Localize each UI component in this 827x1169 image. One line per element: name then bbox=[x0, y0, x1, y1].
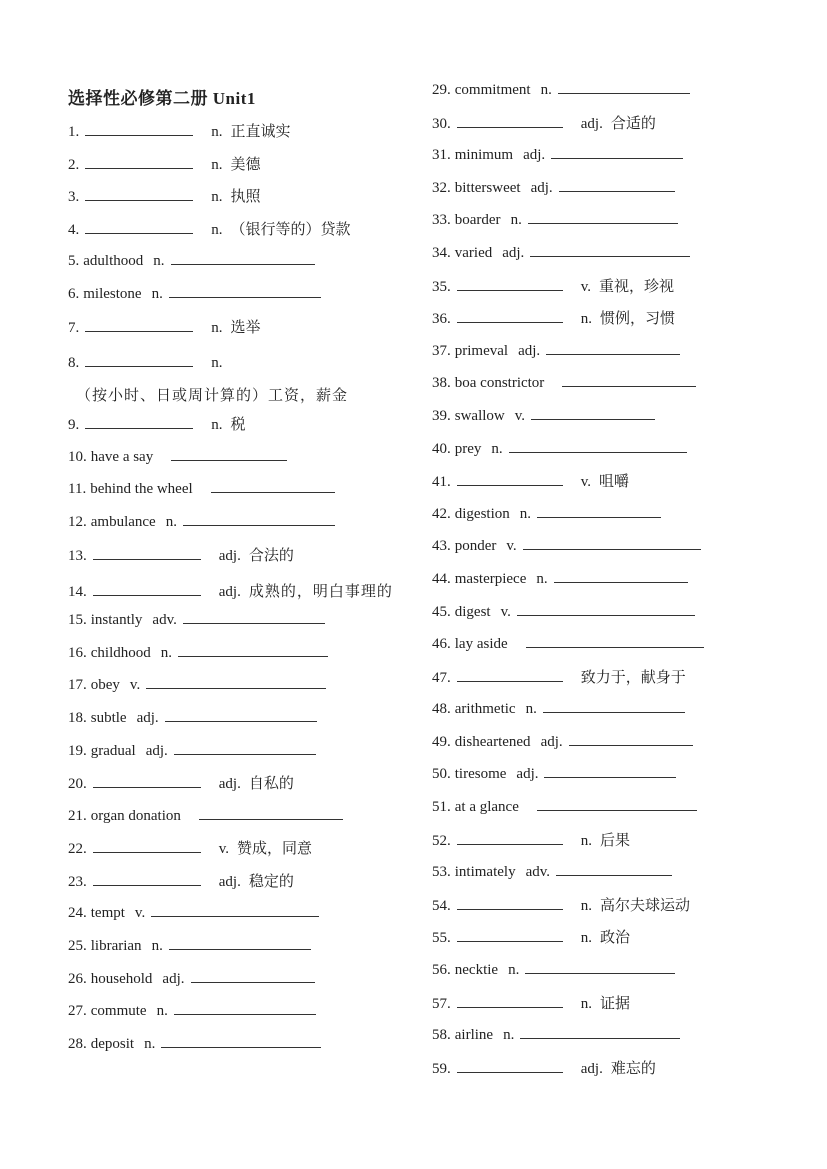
part-of-speech: n. bbox=[508, 962, 520, 979]
answer-blank[interactable] bbox=[457, 895, 563, 910]
chinese-meaning: 美德 bbox=[230, 154, 261, 173]
part-of-speech: n. bbox=[536, 570, 548, 587]
answer-blank[interactable] bbox=[85, 186, 193, 201]
answer-blank[interactable] bbox=[457, 993, 563, 1008]
english-word: organ donation bbox=[90, 807, 181, 824]
answer-blank[interactable] bbox=[93, 838, 201, 853]
item-number: 39. bbox=[432, 407, 451, 424]
answer-blank[interactable] bbox=[562, 372, 696, 387]
vocab-item bbox=[68, 836, 398, 869]
answer-blank[interactable] bbox=[169, 283, 321, 298]
chinese-meaning: 后果 bbox=[600, 830, 631, 849]
answer-blank[interactable] bbox=[517, 601, 695, 616]
answer-blank[interactable] bbox=[85, 352, 193, 367]
vocab-item bbox=[432, 893, 762, 926]
answer-blank[interactable] bbox=[523, 535, 701, 550]
english-word: tiresome bbox=[454, 766, 507, 783]
answer-blank[interactable] bbox=[569, 731, 693, 746]
vocab-item bbox=[68, 641, 398, 674]
item-number: 34. bbox=[432, 244, 451, 261]
english-word: boa constrictor bbox=[454, 375, 545, 392]
answer-blank[interactable] bbox=[174, 1000, 316, 1015]
item-number: 14. bbox=[68, 584, 87, 601]
vocab-item bbox=[68, 282, 398, 315]
item-number: 26. bbox=[68, 970, 87, 987]
item-number: 37. bbox=[432, 342, 451, 359]
item-number: 49. bbox=[432, 733, 451, 750]
vocab-item bbox=[68, 608, 398, 641]
answer-blank[interactable] bbox=[183, 609, 325, 624]
item-number: 28. bbox=[68, 1035, 87, 1052]
part-of-speech: n. bbox=[580, 311, 592, 328]
vocab-item bbox=[68, 184, 398, 217]
answer-blank[interactable] bbox=[174, 740, 316, 755]
vocab-item bbox=[432, 404, 762, 437]
part-of-speech: n. bbox=[540, 82, 552, 98]
part-of-speech: n. bbox=[156, 1003, 168, 1020]
chinese-meaning: 合法的 bbox=[248, 545, 294, 564]
chinese-meaning: 自私的 bbox=[248, 774, 294, 793]
answer-blank[interactable] bbox=[509, 438, 687, 453]
part-of-speech: adj. bbox=[580, 115, 603, 132]
answer-blank[interactable] bbox=[178, 642, 328, 657]
item-number: 24. bbox=[68, 905, 87, 922]
vocab-item bbox=[432, 795, 762, 828]
answer-blank[interactable] bbox=[171, 446, 287, 461]
part-of-speech: n. bbox=[211, 189, 223, 206]
vocab-item bbox=[432, 371, 762, 404]
answer-blank[interactable] bbox=[556, 861, 672, 876]
part-of-speech: n. bbox=[151, 285, 163, 302]
english-word: adulthood bbox=[83, 253, 144, 270]
part-of-speech: v. bbox=[500, 603, 511, 620]
vocab-item bbox=[432, 469, 762, 502]
part-of-speech: adv. bbox=[525, 864, 551, 881]
part-of-speech: n. bbox=[144, 1035, 156, 1052]
answer-blank[interactable] bbox=[85, 121, 193, 136]
english-word: tempt bbox=[90, 905, 125, 922]
answer-blank[interactable] bbox=[191, 968, 315, 983]
vocab-item bbox=[68, 510, 398, 543]
english-word: household bbox=[90, 970, 153, 987]
item-number: 45. bbox=[432, 603, 451, 620]
part-of-speech: adj. bbox=[502, 244, 525, 261]
vocab-item bbox=[68, 804, 398, 837]
item-number: 16. bbox=[68, 644, 87, 661]
item-number: 4. bbox=[68, 221, 80, 238]
vocab-item bbox=[432, 925, 762, 958]
vocab-item bbox=[68, 1032, 398, 1065]
item-number: 7. bbox=[68, 319, 80, 336]
part-of-speech: adj. bbox=[145, 742, 168, 759]
chinese-meaning: 证据 bbox=[600, 993, 631, 1012]
vocab-item bbox=[68, 934, 398, 967]
item-number: 41. bbox=[432, 474, 451, 491]
item-number: 19. bbox=[68, 742, 87, 759]
chinese-meaning: 成熟的，明白事理的 bbox=[248, 582, 393, 601]
english-word: masterpiece bbox=[454, 570, 527, 587]
item-number: 1. bbox=[68, 124, 80, 140]
item-number: 43. bbox=[432, 538, 451, 555]
item-number: 36. bbox=[432, 311, 451, 328]
answer-blank[interactable] bbox=[457, 1058, 563, 1073]
answer-blank[interactable] bbox=[85, 414, 193, 429]
item-number: 59. bbox=[432, 1060, 451, 1077]
vocab-item bbox=[432, 567, 762, 600]
english-word: childhood bbox=[90, 644, 151, 661]
english-word: varied bbox=[454, 244, 493, 261]
item-number: 25. bbox=[68, 938, 87, 955]
part-of-speech: n. bbox=[491, 440, 503, 457]
item-number: 17. bbox=[68, 677, 87, 694]
vocab-item bbox=[432, 958, 762, 991]
english-word: swallow bbox=[454, 407, 505, 424]
answer-blank[interactable] bbox=[146, 674, 326, 689]
vocab-item bbox=[432, 1056, 762, 1089]
item-number: 55. bbox=[432, 930, 451, 947]
part-of-speech: n. bbox=[153, 253, 165, 270]
english-word: obey bbox=[90, 677, 120, 694]
english-word: prey bbox=[454, 440, 482, 457]
vocab-item bbox=[432, 534, 762, 567]
answer-blank[interactable] bbox=[457, 667, 563, 682]
answer-blank[interactable] bbox=[457, 113, 563, 128]
answer-blank[interactable] bbox=[161, 1033, 321, 1048]
english-word: necktie bbox=[454, 962, 499, 979]
item-number: 38. bbox=[432, 375, 451, 392]
part-of-speech: adj. bbox=[218, 776, 241, 793]
vocab-item bbox=[68, 152, 398, 185]
item-number: 52. bbox=[432, 832, 451, 849]
chinese-meaning: 重视，珍视 bbox=[599, 276, 675, 295]
english-word: disheartened bbox=[454, 733, 531, 750]
answer-blank[interactable] bbox=[554, 568, 688, 583]
item-number: 51. bbox=[432, 799, 451, 816]
vocab-item bbox=[68, 543, 398, 576]
chinese-meaning: 惯例，习惯 bbox=[600, 309, 676, 328]
english-word: subtle bbox=[90, 709, 127, 726]
part-of-speech: n. bbox=[211, 221, 223, 238]
item-number: 32. bbox=[432, 179, 451, 196]
vocab-item bbox=[68, 575, 398, 608]
part-of-speech: adj. bbox=[218, 547, 241, 564]
vocab-item bbox=[68, 347, 398, 412]
answer-blank[interactable] bbox=[93, 581, 201, 596]
chinese-meaning: （按小时、日或周计算的）工资，薪金 bbox=[76, 386, 349, 405]
answer-blank[interactable] bbox=[558, 79, 690, 94]
item-number: 5. bbox=[68, 253, 80, 270]
chinese-meaning: 正直诚实 bbox=[230, 122, 291, 140]
part-of-speech: n. bbox=[519, 505, 531, 522]
chinese-meaning: 咀嚼 bbox=[599, 472, 630, 491]
item-number: 8. bbox=[68, 355, 80, 372]
right-column bbox=[432, 78, 762, 1088]
vocab-item bbox=[68, 119, 398, 152]
part-of-speech: adj. bbox=[530, 179, 553, 196]
answer-blank[interactable] bbox=[520, 1024, 680, 1039]
vocab-item bbox=[68, 477, 398, 510]
vocab-item bbox=[432, 762, 762, 795]
item-number: 21. bbox=[68, 807, 87, 824]
part-of-speech: n. bbox=[580, 930, 592, 947]
vocab-item bbox=[432, 600, 762, 633]
answer-blank[interactable] bbox=[528, 209, 678, 224]
answer-blank[interactable] bbox=[93, 773, 201, 788]
chinese-meaning: 致力于，献身于 bbox=[580, 667, 686, 686]
english-word: deposit bbox=[90, 1035, 135, 1052]
page-title: 选择性必修第二册 Unit1 bbox=[68, 89, 256, 108]
part-of-speech: v. bbox=[580, 474, 592, 491]
vocab-item bbox=[68, 967, 398, 1000]
item-number: 23. bbox=[68, 873, 87, 890]
english-word: airline bbox=[454, 1027, 494, 1044]
english-word: lay aside bbox=[454, 636, 508, 653]
chinese-meaning: 稳定的 bbox=[248, 871, 294, 890]
part-of-speech: v. bbox=[580, 278, 592, 295]
chinese-meaning: 政治 bbox=[600, 928, 631, 947]
item-number: 30. bbox=[432, 115, 451, 132]
part-of-speech: n. bbox=[580, 995, 592, 1012]
answer-blank[interactable] bbox=[546, 340, 680, 355]
vocab-item bbox=[68, 739, 398, 772]
part-of-speech: adj. bbox=[518, 342, 541, 359]
english-word: behind the wheel bbox=[90, 481, 193, 498]
answer-blank[interactable] bbox=[525, 959, 675, 974]
english-word: at a glance bbox=[454, 799, 519, 816]
item-number: 40. bbox=[432, 440, 451, 457]
part-of-speech: n. bbox=[580, 832, 592, 849]
part-of-speech: adj. bbox=[516, 766, 539, 783]
answer-blank[interactable] bbox=[457, 308, 563, 323]
item-number: 2. bbox=[68, 156, 80, 173]
vocab-item bbox=[432, 78, 762, 111]
english-word: boarder bbox=[454, 212, 501, 229]
answer-blank[interactable] bbox=[457, 830, 563, 845]
item-number: 20. bbox=[68, 776, 87, 793]
item-number: 22. bbox=[68, 841, 87, 858]
vocab-item bbox=[432, 730, 762, 763]
vocab-item bbox=[432, 860, 762, 893]
part-of-speech: n. bbox=[211, 417, 223, 434]
answer-blank[interactable] bbox=[537, 796, 697, 811]
chinese-meaning: 赞成，同意 bbox=[237, 839, 313, 858]
answer-blank[interactable] bbox=[199, 805, 343, 820]
answer-blank[interactable] bbox=[543, 698, 685, 713]
part-of-speech: n. bbox=[211, 124, 223, 140]
part-of-speech: adj. bbox=[162, 970, 185, 987]
item-number: 44. bbox=[432, 570, 451, 587]
answer-blank[interactable] bbox=[93, 871, 201, 886]
vocab-item bbox=[432, 143, 762, 176]
vocab-item bbox=[68, 869, 398, 902]
answer-blank[interactable] bbox=[531, 405, 655, 420]
item-number: 48. bbox=[432, 701, 451, 718]
part-of-speech: adj. bbox=[540, 733, 563, 750]
vocab-item bbox=[432, 828, 762, 861]
english-word: commute bbox=[90, 1003, 147, 1020]
item-number: 10. bbox=[68, 448, 87, 465]
english-word: bittersweet bbox=[454, 179, 521, 196]
part-of-speech: adv. bbox=[152, 612, 177, 629]
vocab-item bbox=[432, 176, 762, 209]
answer-blank[interactable] bbox=[457, 927, 563, 942]
item-number: 33. bbox=[432, 212, 451, 229]
vocab-item bbox=[432, 437, 762, 470]
item-number: 6. bbox=[68, 285, 80, 302]
vocab-item bbox=[432, 502, 762, 535]
english-word: milestone bbox=[83, 285, 142, 302]
vocab-item bbox=[68, 999, 398, 1032]
part-of-speech: n. bbox=[211, 156, 223, 173]
answer-blank[interactable] bbox=[530, 242, 690, 257]
item-number: 58. bbox=[432, 1027, 451, 1044]
part-of-speech: v. bbox=[514, 407, 526, 424]
vocab-item bbox=[68, 771, 398, 804]
vocab-item bbox=[432, 208, 762, 241]
vocab-item bbox=[432, 339, 762, 372]
item-number: 27. bbox=[68, 1003, 87, 1020]
item-number: 47. bbox=[432, 669, 451, 686]
answer-blank[interactable] bbox=[211, 478, 335, 493]
chinese-meaning: 选举 bbox=[230, 317, 261, 336]
part-of-speech: n. bbox=[503, 1027, 515, 1044]
part-of-speech: n. bbox=[525, 701, 537, 718]
vocab-item bbox=[432, 697, 762, 730]
answer-blank[interactable] bbox=[526, 633, 704, 648]
chinese-meaning: 执照 bbox=[230, 187, 261, 206]
answer-blank[interactable] bbox=[85, 219, 193, 234]
answer-blank[interactable] bbox=[171, 250, 315, 265]
answer-blank[interactable] bbox=[165, 707, 317, 722]
answer-blank[interactable] bbox=[93, 545, 201, 560]
vocab-item bbox=[68, 445, 398, 478]
part-of-speech: n. bbox=[165, 513, 177, 530]
english-word: primeval bbox=[454, 342, 509, 359]
item-number: 50. bbox=[432, 766, 451, 783]
part-of-speech: adj. bbox=[580, 1060, 603, 1077]
part-of-speech: n. bbox=[151, 938, 163, 955]
part-of-speech: n. bbox=[580, 897, 592, 914]
part-of-speech: n. bbox=[510, 212, 522, 229]
answer-blank[interactable] bbox=[559, 177, 675, 192]
part-of-speech: adj. bbox=[218, 873, 241, 890]
chinese-meaning: 税 bbox=[230, 415, 246, 434]
english-word: have a say bbox=[90, 448, 154, 465]
part-of-speech: n. bbox=[211, 355, 223, 372]
item-number: 3. bbox=[68, 189, 80, 206]
item-number: 18. bbox=[68, 709, 87, 726]
vocab-item bbox=[432, 306, 762, 339]
english-word: minimum bbox=[454, 147, 514, 164]
item-number: 13. bbox=[68, 547, 87, 564]
english-word: arithmetic bbox=[454, 701, 516, 718]
answer-blank[interactable] bbox=[551, 144, 683, 159]
item-number: 9. bbox=[68, 417, 80, 434]
vocab-item bbox=[68, 217, 398, 250]
item-number: 46. bbox=[432, 636, 451, 653]
english-word: commitment bbox=[454, 82, 531, 98]
vocab-item bbox=[68, 901, 398, 934]
item-number: 56. bbox=[432, 962, 451, 979]
vocab-item bbox=[432, 1023, 762, 1056]
part-of-speech: n. bbox=[160, 644, 172, 661]
vocab-item bbox=[432, 274, 762, 307]
answer-blank[interactable] bbox=[151, 902, 319, 917]
vocab-item bbox=[432, 241, 762, 274]
left-column bbox=[68, 119, 398, 1064]
english-word: ambulance bbox=[90, 513, 156, 530]
answer-blank[interactable] bbox=[457, 276, 563, 291]
vocab-item bbox=[68, 412, 398, 445]
item-number: 53. bbox=[432, 864, 451, 881]
answer-blank[interactable] bbox=[183, 511, 335, 526]
english-word: gradual bbox=[90, 742, 136, 759]
vocab-item bbox=[68, 249, 398, 282]
part-of-speech: adj. bbox=[523, 147, 546, 164]
english-word: librarian bbox=[90, 938, 142, 955]
item-number: 29. bbox=[432, 82, 451, 98]
item-number: 57. bbox=[432, 995, 451, 1012]
answer-blank[interactable] bbox=[544, 763, 676, 778]
answer-blank[interactable] bbox=[85, 154, 193, 169]
chinese-meaning: 难忘的 bbox=[610, 1058, 656, 1077]
english-word: digest bbox=[454, 603, 491, 620]
vocab-item bbox=[432, 991, 762, 1024]
vocab-item bbox=[68, 706, 398, 739]
part-of-speech: n. bbox=[211, 319, 223, 336]
part-of-speech: v. bbox=[506, 538, 517, 555]
part-of-speech: v. bbox=[129, 677, 141, 694]
part-of-speech: v. bbox=[134, 905, 146, 922]
vocab-item bbox=[432, 111, 762, 144]
answer-blank[interactable] bbox=[457, 471, 563, 486]
vocab-item bbox=[68, 673, 398, 706]
item-number: 42. bbox=[432, 505, 451, 522]
chinese-meaning: （银行等的）贷款 bbox=[230, 219, 351, 238]
answer-blank[interactable] bbox=[537, 503, 661, 518]
item-number: 12. bbox=[68, 513, 87, 530]
chinese-meaning: 合适的 bbox=[610, 113, 656, 132]
vocab-item bbox=[432, 665, 762, 698]
answer-blank[interactable] bbox=[169, 935, 311, 950]
vocab-item bbox=[432, 632, 762, 665]
part-of-speech: v. bbox=[218, 841, 230, 858]
item-number: 31. bbox=[432, 147, 451, 164]
part-of-speech: adj. bbox=[218, 584, 241, 601]
answer-blank[interactable] bbox=[85, 317, 193, 332]
part-of-speech: adj. bbox=[136, 709, 159, 726]
english-word: ponder bbox=[454, 538, 497, 555]
item-number: 11. bbox=[68, 481, 87, 498]
item-number: 54. bbox=[432, 897, 451, 914]
item-number: 35. bbox=[432, 278, 451, 295]
chinese-meaning: 高尔夫球运动 bbox=[600, 895, 691, 914]
vocab-item bbox=[68, 315, 398, 348]
english-word: instantly bbox=[90, 612, 143, 629]
english-word: intimately bbox=[454, 864, 516, 881]
item-number: 15. bbox=[68, 612, 87, 629]
english-word: digestion bbox=[454, 505, 510, 522]
